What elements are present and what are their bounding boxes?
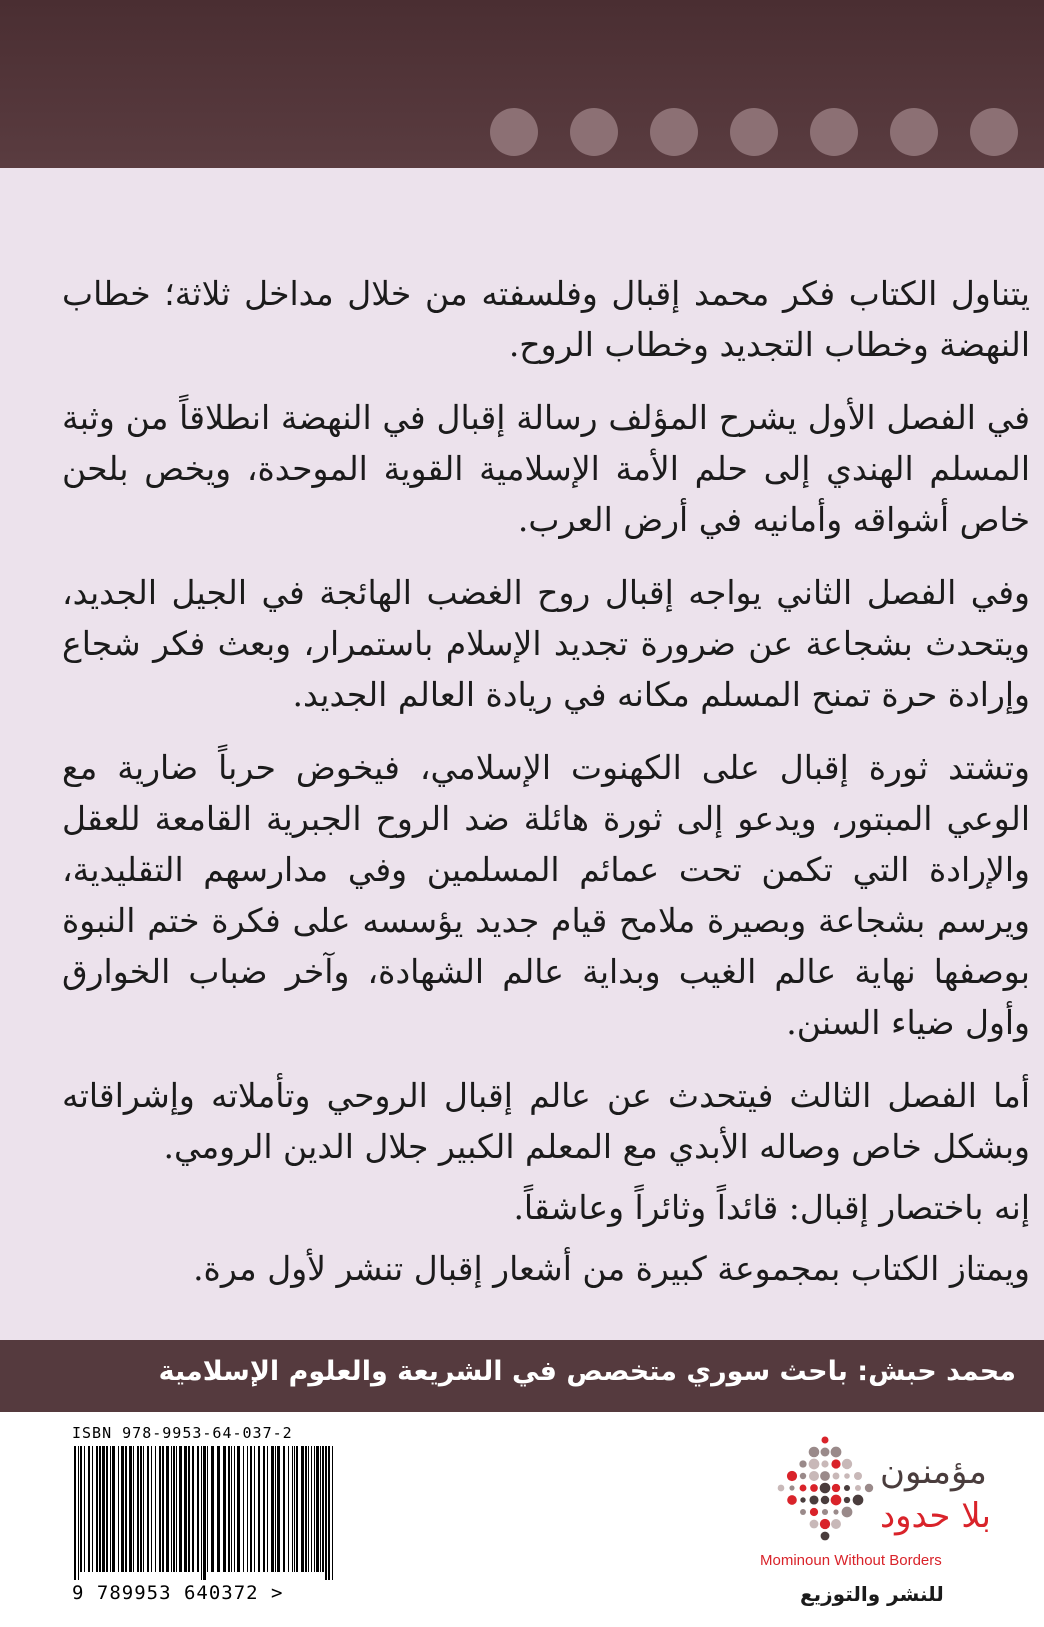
logo-dot — [844, 1473, 850, 1479]
dot — [650, 108, 698, 156]
barcode-bar — [314, 1446, 315, 1572]
barcode-bar — [231, 1446, 232, 1572]
logo-dot — [844, 1497, 850, 1503]
barcode-bar — [121, 1446, 124, 1572]
barcode-bar — [201, 1446, 202, 1580]
logo-dot — [810, 1520, 819, 1529]
logo-dot — [800, 1485, 807, 1492]
barcode-bar — [140, 1446, 142, 1572]
barcode-bar — [283, 1446, 285, 1572]
dot — [890, 108, 938, 156]
barcode-bar — [301, 1446, 304, 1572]
barcode-bar — [112, 1446, 115, 1572]
barcode-bar — [118, 1446, 119, 1572]
barcode-block — [72, 1424, 348, 1614]
barcode-bar — [92, 1446, 93, 1572]
logo-dot — [778, 1485, 785, 1492]
logo-dot — [833, 1473, 840, 1480]
barcode-bar — [96, 1446, 98, 1572]
barcode-bar — [223, 1446, 226, 1572]
barcode-bar — [110, 1446, 111, 1572]
barcode-bar — [237, 1446, 240, 1572]
barcode-bar — [147, 1446, 149, 1572]
blurb-paragraph: وتشتد ثورة إقبال على الكهنوت الإسلامي، فيخوض حرباً ضارية مع الوعي المبتور، ويدعو إلى ثورة هائلة ضد الروح الجبرية القامعة للعقل والإرادة التي تكمن تحت عمائم المسلمين وفي مدارسهم التقليدية، ويرسم بشجاعة وبصيرة ملامح قيام جديد يؤسسه على فكرة ختم النبوة بوصفها نهاية عالم الغيب وبداية عالم الشهادة، وآخر ضباب الخوارق وأول ضياء السنن. — [62, 748, 1030, 1042]
barcode-bar — [155, 1446, 156, 1572]
barcode-bar — [162, 1446, 164, 1572]
logo-dot — [787, 1471, 797, 1481]
barcode-bar — [102, 1446, 105, 1572]
barcode-bar — [243, 1446, 244, 1572]
barcode-bar — [207, 1446, 208, 1572]
barcode-bar — [84, 1446, 85, 1572]
barcode-bar — [247, 1446, 248, 1572]
author-band — [0, 1340, 1044, 1412]
barcode-bar — [271, 1446, 274, 1572]
barcode-bar — [311, 1446, 312, 1572]
logo-dot — [853, 1495, 864, 1506]
barcode-bar — [275, 1446, 276, 1572]
blurb-paragraph: وفي الفصل الثاني يواجه إقبال روح الغضب الهائجة في الجيل الجديد، ويتحدث بشجاعة عن ضرورة تجديد الإسلام باستمرار، وبعث فكر شجاع وإرادة حرة تمنح المسلم مكانه في ريادة العالم الجديد. — [62, 573, 1030, 714]
barcode-bar — [173, 1446, 175, 1572]
barcode-bar — [267, 1446, 268, 1572]
barcode-bar — [228, 1446, 230, 1572]
top-band — [0, 0, 1044, 168]
barcode-bar — [294, 1446, 295, 1572]
barcode-bar — [316, 1446, 319, 1572]
barcode-bar — [320, 1446, 321, 1572]
logo-dot — [833, 1509, 838, 1514]
blurb-paragraph: إنه باختصار إقبال: قائداً وثائراً وعاشقاً. — [513, 1188, 1030, 1227]
logo-dot — [821, 1496, 830, 1505]
logo-dot — [831, 1447, 842, 1458]
logo-dot — [831, 1495, 842, 1506]
barcode-icon — [72, 1446, 342, 1580]
isbn-label: ISBN 978-9953-64-037-2 — [72, 1424, 293, 1442]
logo-dot — [799, 1460, 806, 1467]
publisher-name-line1: مؤمنون — [880, 1452, 987, 1492]
barcode-digits: 9 789953 640372 > — [72, 1582, 284, 1604]
blurb-paragraph: أما الفصل الثالث فيتحدث عن عالم إقبال الروحي وتأملاته وإشراقاته وبشكل خاص وصاله الأبدي مع المعلم الكبير جلال الدين الرومي. — [62, 1076, 1030, 1166]
barcode-bar — [88, 1446, 90, 1572]
logo-dot — [789, 1485, 794, 1490]
dot — [970, 108, 1018, 156]
barcode-bar — [322, 1446, 324, 1572]
barcode-bar — [125, 1446, 127, 1572]
barcode-bar — [74, 1446, 76, 1580]
barcode-bar — [217, 1446, 220, 1572]
barcode-bar — [179, 1446, 182, 1572]
logo-dot — [844, 1485, 850, 1491]
decorative-dots — [490, 108, 1030, 158]
barcode-bar — [188, 1446, 190, 1572]
logo-dot — [832, 1484, 840, 1492]
barcode-bar — [80, 1446, 82, 1572]
barcode-bar — [171, 1446, 172, 1572]
logo-dot — [821, 1448, 830, 1457]
logo-dot — [821, 1532, 830, 1541]
logo-dot — [865, 1484, 873, 1492]
dot — [730, 108, 778, 156]
logo-dot — [800, 1509, 806, 1515]
logo-dot — [809, 1447, 820, 1458]
barcode-bar — [176, 1446, 177, 1572]
barcode-bar — [133, 1446, 134, 1572]
barcode-bar — [159, 1446, 161, 1572]
barcode-bar — [254, 1446, 255, 1572]
publisher-logo — [760, 1422, 1030, 1618]
publisher-name-english: Mominoun Without Borders — [760, 1552, 942, 1569]
barcode-bar — [234, 1446, 235, 1572]
logo-dot — [820, 1483, 831, 1494]
barcode-bar — [328, 1446, 330, 1580]
barcode-bar — [263, 1446, 265, 1572]
barcode-bar — [203, 1446, 206, 1580]
barcode-bar — [151, 1446, 152, 1572]
barcode-bar — [258, 1446, 260, 1572]
blurb-paragraph: في الفصل الأول يشرح المؤلف رسالة إقبال في النهضة انطلاقاً من وثبة المسلم الهندي إلى حلم الأمة الإسلامية القوية الموحدة، ويخص بلحن خاص أشواقه وأمانيه في أرض العرب. — [62, 398, 1030, 539]
logo-dot — [831, 1459, 840, 1468]
barcode-bar — [211, 1446, 214, 1572]
logo-dot — [787, 1495, 797, 1505]
logo-dot — [810, 1508, 818, 1516]
barcode-bar — [305, 1446, 307, 1572]
barcode-bar — [143, 1446, 144, 1572]
logo-dot — [842, 1507, 853, 1518]
logo-dot — [822, 1437, 829, 1444]
logo-dot — [831, 1519, 841, 1529]
barcode-bar — [308, 1446, 309, 1572]
logo-dot — [809, 1495, 818, 1504]
barcode-bar — [197, 1446, 199, 1572]
dot — [490, 108, 538, 156]
logo-dot — [809, 1471, 819, 1481]
logo-dot — [854, 1472, 862, 1480]
barcode-bar — [296, 1446, 298, 1572]
barcode-bar — [166, 1446, 169, 1572]
barcode-bar — [129, 1446, 132, 1572]
barcode-bar — [250, 1446, 252, 1572]
barcode-bar — [192, 1446, 194, 1572]
logo-dot — [809, 1459, 820, 1470]
barcode-bar — [78, 1446, 79, 1580]
logo-dot — [822, 1509, 828, 1515]
barcode-bar — [137, 1446, 139, 1572]
blurb-paragraph: ويمتاز الكتاب بمجموعة كبيرة من أشعار إقبال تنشر لأول مرة. — [193, 1249, 1030, 1288]
logo-dot — [810, 1484, 818, 1492]
barcode-bar — [292, 1446, 293, 1572]
logo-dot — [842, 1459, 852, 1469]
logo-dot — [821, 1460, 828, 1467]
logo-dot — [820, 1471, 830, 1481]
barcode-bar — [325, 1446, 327, 1580]
barcode-bar — [184, 1446, 187, 1572]
author-bio: محمد حبش: باحث سوري متخصص في الشريعة والعلوم الإسلامية — [158, 1356, 1016, 1387]
barcode-bar — [277, 1446, 280, 1572]
logo-dot — [820, 1519, 830, 1529]
barcode-bar — [106, 1446, 108, 1572]
logo-dot — [800, 1497, 805, 1502]
dot — [810, 108, 858, 156]
barcode-bar — [288, 1446, 289, 1572]
publisher-tagline: للنشر والتوزيع — [800, 1582, 944, 1606]
barcode-bar — [332, 1446, 333, 1580]
logo-dot — [855, 1485, 861, 1491]
barcode-bar — [99, 1446, 101, 1572]
dot-pattern-icon — [770, 1432, 880, 1552]
publisher-name-line2: بلا حدود — [880, 1496, 991, 1536]
blurb-text — [62, 268, 1030, 1316]
blurb-paragraph: يتناول الكتاب فكر محمد إقبال وفلسفته من خلال مداخل ثلاثة؛ خطاب النهضة وخطاب التجديد وخطاب الروح. — [62, 274, 1030, 364]
dot — [570, 108, 618, 156]
logo-dot — [800, 1473, 806, 1479]
